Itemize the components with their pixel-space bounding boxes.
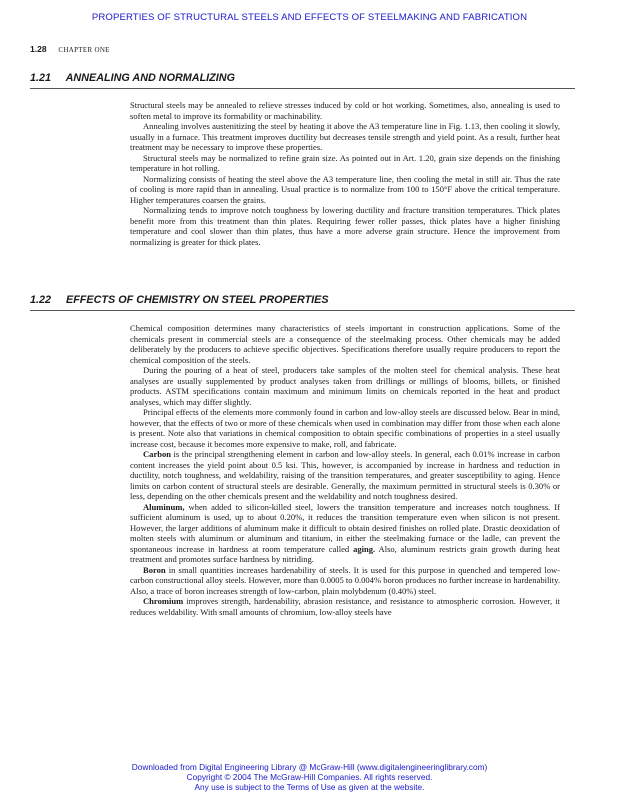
paragraph: Principal effects of the elements more commonly found in carbon and low-alloy steels are discussed below. Bear in mind, however, that the effects of two or more of these chemicals when used in combination may differ from those when each alone is present. Note also that variations in chemical composition to obtain specific combinations of properties in a steel usually increase cost, because it becomes more expensive to make, roll, and fabricate. bbox=[130, 407, 560, 449]
element-text-tail: Also, aluminum restricts grain growth during heat treatment and promotes surface hardness by nitriding. bbox=[130, 543, 560, 564]
section-heading-chemistry bbox=[30, 294, 570, 306]
element-text: improves strength, hardenability, abrasion resistance, and resistance to atmospheric corrosion. However, it reduces weldability. With small amounts of chromium, low-alloy steels have bbox=[130, 596, 560, 617]
element-name: Aluminum, bbox=[143, 501, 185, 512]
page-number: 1.28 bbox=[30, 44, 47, 54]
page-header bbox=[30, 44, 110, 54]
footer-copyright: Copyright © 2004 The McGraw-Hill Companies. All rights reserved. bbox=[186, 772, 433, 782]
paragraph: Chemical composition determines many characteristics of steels important in construction applications. Some of the chemicals present in commercial steels are a consequence of the steelmaking process. Other chemicals may be added deliberately by the producers to achieve specific objectives. Specifications therefore usually require producers to report the chemical composition of the steels. bbox=[130, 323, 560, 365]
paragraph-carbon bbox=[130, 449, 560, 502]
footer bbox=[0, 762, 619, 792]
footer-download-link[interactable]: Downloaded from Digital Engineering Library @ McGraw-Hill (www.digitalengineeringlibrary.com) bbox=[131, 762, 488, 772]
section-rule bbox=[30, 88, 575, 89]
paragraph: During the pouring of a heat of steel, producers take samples of the molten steel for chemical analysis. These heat analyses are usually supplemented by product analyses taken from drillings or millings of blooms, billets, or finished products. ASTM specifications contain maximum and minimum limits on chemicals reported in the heat and product analyses, which may differ slightly. bbox=[130, 365, 560, 407]
section-heading-annealing bbox=[30, 72, 570, 84]
section-rule bbox=[30, 310, 575, 311]
term-aging: aging. bbox=[353, 543, 376, 554]
chapter-label: CHAPTER ONE bbox=[58, 46, 110, 54]
paragraph-boron bbox=[130, 565, 560, 597]
paragraph: Annealing involves austenitizing the steel by heating it above the A3 temperature line in Fig. 1.13, then cooling it slowly, usually in a furnace. This treatment improves ductility but decreases tensile strength and yield point. As a result, further heat treatment may be necessary to improve these properties. bbox=[130, 121, 560, 152]
section-body-chemistry bbox=[130, 323, 560, 617]
element-text: when added to silicon-killed steel, lowers the transition temperature and increases notch toughness. If sufficient aluminum is used, up to about 0.20%, it reduces the transition temperature even when silicon is not present. However, the larger additions of aluminum make it difficult to obtain desired finishes on rolled plate. Drastic deoxidation of molten steels with aluminum or aluminum and titanium, in either the steelmaking furnace or the ladle, can prevent the spontaneous increase in hardness at room temperature called bbox=[130, 501, 560, 554]
running-head: PROPERTIES OF STRUCTURAL STEELS AND EFFECTS OF STEELMAKING AND FABRICATION bbox=[91, 12, 528, 23]
element-name: Boron bbox=[143, 564, 166, 575]
section-title: EFFECTS OF CHEMISTRY ON STEEL PROPERTIES bbox=[66, 294, 329, 306]
paragraph: Normalizing tends to improve notch toughness by lowering ductility and fracture transition temperatures. Thick plates benefit more from this treatment than thin plates. Requiring fewer roller passes, thick plates have a higher finishing temperature and cool slower than thin plates, thus have a more adverse grain structure. Hence the improvement from normalizing is greater for thick plates. bbox=[130, 205, 560, 247]
paragraph: Normalizing consists of heating the steel above the A3 temperature line, then cooling the metal in still air. Thus the rate of cooling is more rapid than in annealing. Usual practice is to normalize from 100 to 150°F above the critical temperature. Higher temperatures coarsen the grains. bbox=[130, 173, 560, 205]
element-name: Carbon bbox=[143, 449, 172, 459]
element-text: is the principal strengthening element in carbon and low-alloy steels. In general, each 0.01% increase in carbon content increases the yield point about 0.5 ksi. This, however, is accompanied by increase in hardness and reduction in ductility, notch toughness, and weldability, raising of the transition temperatures, and greater susceptibility to aging. Hence limits on carbon content of structural steels are desirable. Generally, the maximum permitted in structural steels is 0.30% or less, depending on the other chemicals present and the weldability and notch toughness desired. bbox=[130, 449, 560, 501]
paragraph: Structural steels may be annealed to relieve stresses induced by cold or hot working. Sometimes, also, annealing is used to soften metal to improve its formability or machinability. bbox=[130, 100, 560, 121]
section-number: 1.21 bbox=[30, 72, 52, 84]
section-number: 1.22 bbox=[30, 294, 52, 306]
section-title: ANNEALING AND NORMALIZING bbox=[65, 72, 235, 84]
paragraph: Structural steels may be normalized to refine grain size. As pointed out in Art. 1.20, grain size depends on the finishing temperature in hot rolling. bbox=[130, 152, 560, 173]
paragraph-chromium bbox=[130, 596, 560, 617]
section-body-annealing bbox=[130, 100, 560, 247]
element-name: Chromium bbox=[143, 596, 184, 606]
paragraph-aluminum bbox=[130, 502, 560, 565]
footer-terms: Any use is subject to the Terms of Use as given at the website. bbox=[194, 782, 425, 792]
element-text: in small quantities increases hardenability of steels. It is used for this purpose in quenched and tempered low-carbon constructional alloy steels. However, more than 0.0005 to 0.004% boron produces no further increase in hardenability. Also, a trace of boron increases strength of low-carbon, plain molybdenum (0.40%) steel. bbox=[130, 564, 560, 596]
